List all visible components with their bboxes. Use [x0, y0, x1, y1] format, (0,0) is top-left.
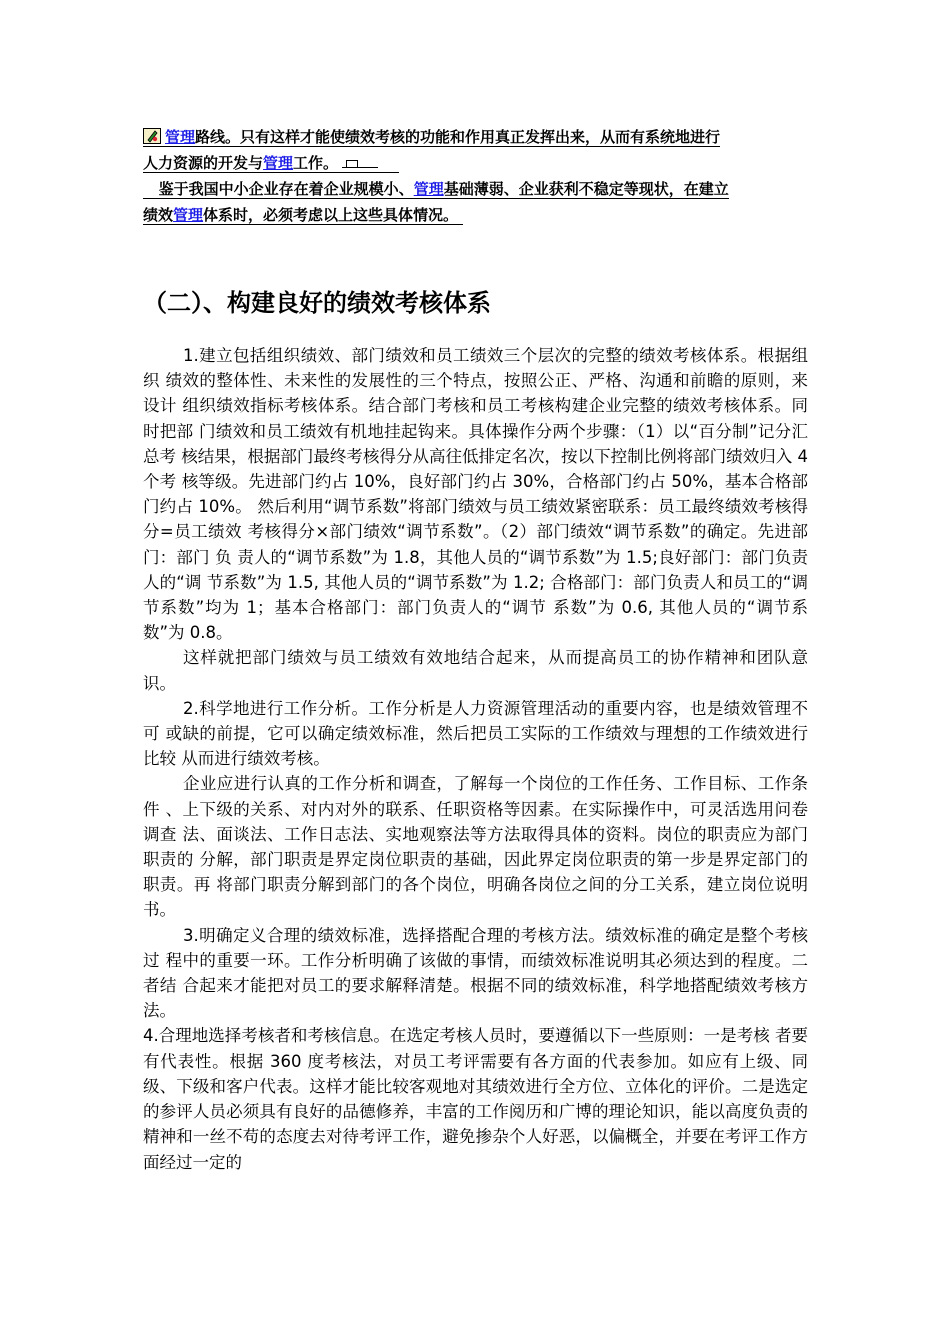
fragment-text-4: 绩效 [143, 206, 174, 224]
section-heading: （二）、构建良好的绩效考核体系 [143, 289, 491, 317]
management-link-4[interactable]: 管理 [173, 206, 204, 224]
management-link-2[interactable]: 管理 [263, 154, 294, 172]
fragment-text-3-end: 基础薄弱、企业获利不稳定等现状，在建立 [443, 180, 729, 198]
fragment-line-3 [143, 176, 808, 202]
fragment-text-2: 人力资源的开发与 [143, 154, 264, 172]
fragment-text-1: 路线。只有这样才能使绩效考核的功能和作用真正发挥出来，从而有系统地进行 [195, 128, 721, 146]
fragment-line-4 [143, 202, 808, 228]
paragraph-6: 4.合理地选择考核者和考核信息。在选定考核人员时，要遵循以下一些原则：一是考核 者要有代表性。根据 360 度考核法，对员工考评需要有各方面的代表参加。如应有上级、同 级、下级和客户代表。这样才能比较客观地对其绩效进行全方位、立体化的评价。二是选定 的参评人员必须具有良好的品德修养，丰富的工作阅历和广博的理论知识，能以高度负责的 精神和一丝不苟的态度去对待考评工作，避免掺杂个人好恶，以偏概全，并要在考评工作方 面经过一定的 [143, 1026, 808, 1172]
fragment-text-4-end: 体系时，必须考虑以上这些具体情况。 [203, 206, 459, 224]
paragraph-1: 1.建立包括组织绩效、部门绩效和员工绩效三个层次的完整的绩效考核体系。根据组织 绩效的整体性、未来性的发展性的三个特点，按照公正、严格、沟通和前瞻的原则，来设计 组织绩效指标考核体系。结合部门考核和员工考核构建企业完整的绩效考核体系。同时把部 门绩效和员工绩效有机地挂起钩来。具体操作分两个步骤：（1）以“百分制”记分汇总考 核结果，根据部门最终考核得分从高往低排定名次，按以下控制比例将部门绩效归入 4 个考 核等级。先进部门约占 10%，良好部门约占 30%，合格部门约占 50%，基本合格部门约占 10%。 然后利用“调节系数”将部门绩效与员工绩效紧密联系：员工最终绩效考核得分=员工绩效 考核得分×部门绩效“调节系数”。（2）部门绩效“调节系数”的确定。先进部门：部门 负 责人的“调节系数”为 1.8，其他人员的“调节系数”为 1.5;良好部门：部门负责人的“调 节系数”为 1.5, 其他人员的“调节系数”为 1.2; 合格部门：部门负责人和员工的“调节系数”均为 1；基本合格部门：部门负责人的“调节 系数”为 0.6, 其他人员的“调节系数”为 0.8。 [143, 346, 808, 643]
section-body [143, 343, 808, 1175]
paragraph-5: 3.明确定义合理的绩效标准，选择搭配合理的考核方法。绩效标准的确定是整个考核过 程中的重要一环。工作分析明确了该做的事情，而绩效标准说明其必须达到的程度。二者结 合起来才能把对员工的要求解释清楚。根据不同的绩效标准，科学地搭配绩效考核方法。 [143, 925, 808, 1021]
paragraph-3: 2.科学地进行工作分析。工作分析是人力资源管理活动的重要内容，也是绩效管理不可 或缺的前提，它可以确定绩效标准，然后把员工实际的工作绩效与理想的工作绩效进行比较 从而进行绩效考核。 [143, 698, 808, 769]
edit-note-icon [143, 128, 161, 144]
management-link-1[interactable]: 管理 [165, 128, 196, 146]
paragraph-2: 这样就把部门绩效与员工绩效有效地结合起来，从而提高员工的协作精神和团队意识。 [143, 648, 808, 693]
fragment-line-1 [143, 124, 808, 150]
fragment-line-2 [143, 150, 808, 176]
fragment-text-2-end: 工作。 [293, 154, 339, 172]
fragment-text-3: 鉴于我国中小企业存在着企业规模小、 [158, 180, 414, 198]
paragraph-4: 企业应进行认真的工作分析和调查，了解每一个岗位的工作任务、工作目标、工作条件 、上下级的关系、对内对外的联系、任职资格等因素。在实际操作中，可灵活选用问卷调查 法、面谈法、工作日志法、实地观察法等方法取得具体的资料。岗位的职责应为部门职责的 分解，部门职责是界定岗位职责的基础，因此界定岗位职责的第一步是界定部门的职责。再 将部门职责分解到部门的各个岗位，明确各岗位之间的分工关系，建立岗位说明书。 [143, 774, 808, 920]
inline-mark-icon [342, 157, 378, 168]
previous-section-fragment [143, 124, 808, 228]
management-link-3[interactable]: 管理 [413, 180, 444, 198]
